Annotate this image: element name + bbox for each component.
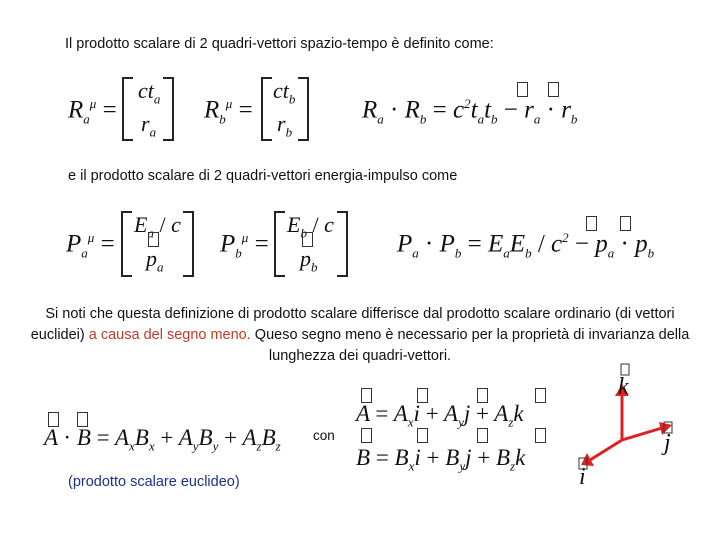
second-text: e il prodotto scalare di 2 quadri-vettori energia-impulso come <box>68 168 458 184</box>
i-axis <box>590 440 622 460</box>
con-label: con <box>313 428 335 443</box>
vector-entry: $p_a$ <box>146 246 164 275</box>
vector-entry: $E_a$ / c <box>134 212 181 241</box>
vector-arrow-placeholder <box>535 428 546 443</box>
bracket <box>298 77 309 141</box>
vector-arrow-placeholder <box>302 232 313 247</box>
paragraph-text-end: Queso segno meno è necessario per la proprietà di invarianza della lunghezza dei quadri-vettori. <box>250 327 690 364</box>
bracket <box>337 211 348 277</box>
axes-diagram <box>570 360 680 500</box>
formula-Ra-dot-Rb: $R_a \cdot R_b = c^2t_at_b - r_a \cdot r_b$ <box>362 96 578 127</box>
bracket <box>183 211 194 277</box>
formula-Pa: $P_a^\mu$ = <box>66 230 115 261</box>
formula-B-components: $B = B_xi + B_yj + B_zk$ <box>356 445 526 474</box>
j-axis-label: j <box>664 430 671 456</box>
vector-entry: $ct_b$ <box>273 78 296 107</box>
vector-entry: $E_b$ / c <box>287 212 334 241</box>
formula-Rb: $R_b^\mu$ = <box>204 96 253 127</box>
vector-entry: $r_b$ <box>277 111 293 140</box>
i-axis-label: i <box>579 464 586 490</box>
vector-entry: $p_b$ <box>300 246 318 275</box>
euclid-label: (prodotto scalare euclideo) <box>68 474 240 490</box>
intro-text: Il prodotto scalare di 2 quadri-vettori spazio-tempo è definito come: <box>65 36 494 52</box>
vector-entry: $r_a$ <box>141 111 157 140</box>
vector-arrow-placeholder <box>148 232 159 247</box>
vector-arrow-placeholder <box>620 216 631 231</box>
vector-arrow-placeholder <box>535 388 546 403</box>
j-axis <box>622 428 662 440</box>
explanation-paragraph <box>30 304 690 367</box>
formula-Ra: $R_a^\mu$ = <box>68 96 117 127</box>
bracket <box>163 77 174 141</box>
vector-arrow-placeholder <box>477 428 488 443</box>
formula-Pa-dot-Pb: $P_a \cdot P_b = E_aE_b / c^2 - p_a \cdot p_b$ <box>397 230 655 261</box>
vector-entry: $ct_a$ <box>138 78 161 107</box>
k-axis-label: k <box>618 374 629 400</box>
bracket <box>121 211 132 277</box>
vector-arrow-placeholder <box>361 428 372 443</box>
vector-arrow-placeholder <box>517 82 528 97</box>
bracket <box>274 211 285 277</box>
formula-Pb: $P_b^\mu$ = <box>220 230 269 261</box>
bracket <box>122 77 133 141</box>
vector-arrow-placeholder <box>586 216 597 231</box>
bracket <box>261 77 272 141</box>
vector-arrow-placeholder <box>417 428 428 443</box>
formula-euclid-dot: $A \cdot B = A_xB_x + A_yB_y + A_zB_z$ <box>44 425 281 454</box>
paragraph-text: Si noti che questa definizione di prodotto scalare differisce dal prodotto scalare ordinario (di vettori euclidei) <box>30 306 675 343</box>
formula-A-components: $A = A_xi + A_yj + A_zk$ <box>356 401 524 430</box>
vector-arrow-placeholder <box>548 82 559 97</box>
paragraph-highlight: a causa del segno meno. <box>88 327 251 343</box>
